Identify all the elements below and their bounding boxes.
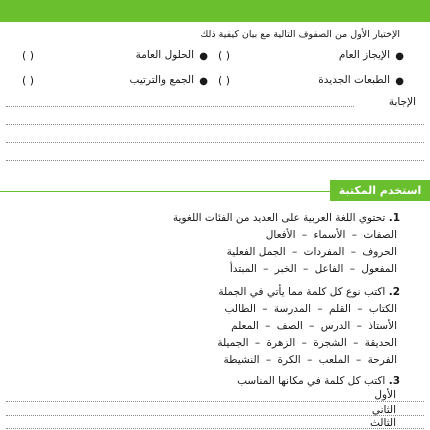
bullet-icon: ● (199, 51, 208, 62)
bullet-icon: ● (395, 51, 404, 62)
bullet-icon: ● (199, 76, 208, 87)
choice[interactable]: الحروف (362, 246, 397, 258)
answer-box[interactable]: ( ) (218, 74, 231, 87)
option-1-text: الإيجاز العام (338, 49, 390, 61)
choice[interactable]: الصف (276, 320, 303, 332)
answer-box[interactable]: ( ) (22, 74, 35, 87)
answer-line[interactable] (6, 124, 424, 125)
choice[interactable]: الأفعال (265, 229, 296, 241)
question-text: تحتوي اللغة العربية على العديد من الفئات اللغوية (172, 212, 386, 224)
question-text: اكتب كل كلمة في مكانها المناسب (237, 375, 386, 387)
answer-word: الثاني (371, 404, 396, 416)
choice[interactable]: الأستاذ (368, 320, 397, 332)
answer-line[interactable] (6, 415, 424, 416)
answer-word: الثالث (370, 417, 396, 429)
choices-line: المفعول – الفاعل – الخبر – المبتدأ (229, 263, 397, 275)
choices-line: الحديقة – الشجرة – الزهرة – الجميلة (217, 337, 397, 349)
answer-line[interactable] (6, 106, 354, 107)
question-2 (218, 286, 400, 298)
question-1 (173, 212, 400, 224)
exercise-prompt: الإختيار الأول من الصفوف التالية مع بيان كيفية ذلك (200, 29, 400, 40)
answer-box[interactable]: ( ) (22, 49, 35, 62)
choice[interactable]: الحديقة (364, 337, 397, 349)
bullet-icon: ● (395, 76, 404, 87)
choice[interactable]: المفردات (303, 246, 345, 258)
choices-line: الأستاذ – الدرس – الصف – المعلم (231, 320, 397, 332)
choice[interactable]: الكتاب (368, 303, 397, 315)
choice[interactable]: الفاعل (314, 263, 344, 275)
choice[interactable]: الخبر (274, 263, 297, 275)
options-row-1 (22, 47, 408, 67)
choice[interactable]: الفرحة (367, 354, 397, 366)
answer-line[interactable] (6, 428, 424, 429)
section-tab: استخدم المكتبة (330, 180, 430, 201)
options-row-2 (22, 72, 408, 92)
choice[interactable]: الشجرة (313, 337, 347, 349)
choice[interactable]: الكرة (277, 354, 301, 366)
choices-line: الفرحة – الملعب – الكرة – النشيطة (223, 354, 397, 366)
question-number: 1. (388, 212, 400, 224)
option-2-text: الحلول العامة (135, 49, 194, 61)
choice[interactable]: النشيطة (223, 354, 260, 366)
question-number: 2. (388, 286, 400, 298)
choices-line: الصفات – الأسماء – الأفعال (265, 229, 397, 241)
top-accent-bar (0, 0, 430, 22)
choice[interactable]: المعلم (231, 320, 259, 332)
choice[interactable]: الجمل الفعلية (226, 246, 286, 258)
option-3-text: الطبعات الجديدة (318, 74, 390, 86)
answer-line[interactable] (6, 160, 424, 161)
choice[interactable]: المفعول (361, 263, 397, 275)
answer-word: الأول (374, 389, 396, 401)
choices-line: الكتاب – القلم – المدرسة – الطالب (224, 303, 397, 315)
choice[interactable]: المدرسة (273, 303, 312, 315)
question-number: 3. (388, 375, 400, 387)
choice[interactable]: الملعب (318, 354, 350, 366)
answer-line[interactable] (6, 401, 424, 402)
question-3 (237, 375, 400, 387)
answer-line[interactable] (6, 142, 424, 143)
choice[interactable]: القلم (328, 303, 351, 315)
choices-line: الحروف – المفردات – الجمل الفعلية (226, 246, 397, 258)
question-text: اكتب نوع كل كلمة مما يأتي في الجملة (218, 286, 386, 298)
choice[interactable]: الصفات (363, 229, 397, 241)
choice[interactable]: الدرس (320, 320, 351, 332)
choice[interactable]: المبتدأ (229, 263, 257, 275)
choice[interactable]: الأسماء (313, 229, 346, 241)
answer-label: الإجابة (388, 96, 416, 108)
choice[interactable]: الطالب (224, 303, 256, 315)
answer-box[interactable]: ( ) (218, 49, 231, 62)
option-4-text: الجمع والترتيب (129, 74, 194, 86)
choice[interactable]: الزهرة (266, 337, 296, 349)
choice[interactable]: الجميلة (217, 337, 249, 349)
